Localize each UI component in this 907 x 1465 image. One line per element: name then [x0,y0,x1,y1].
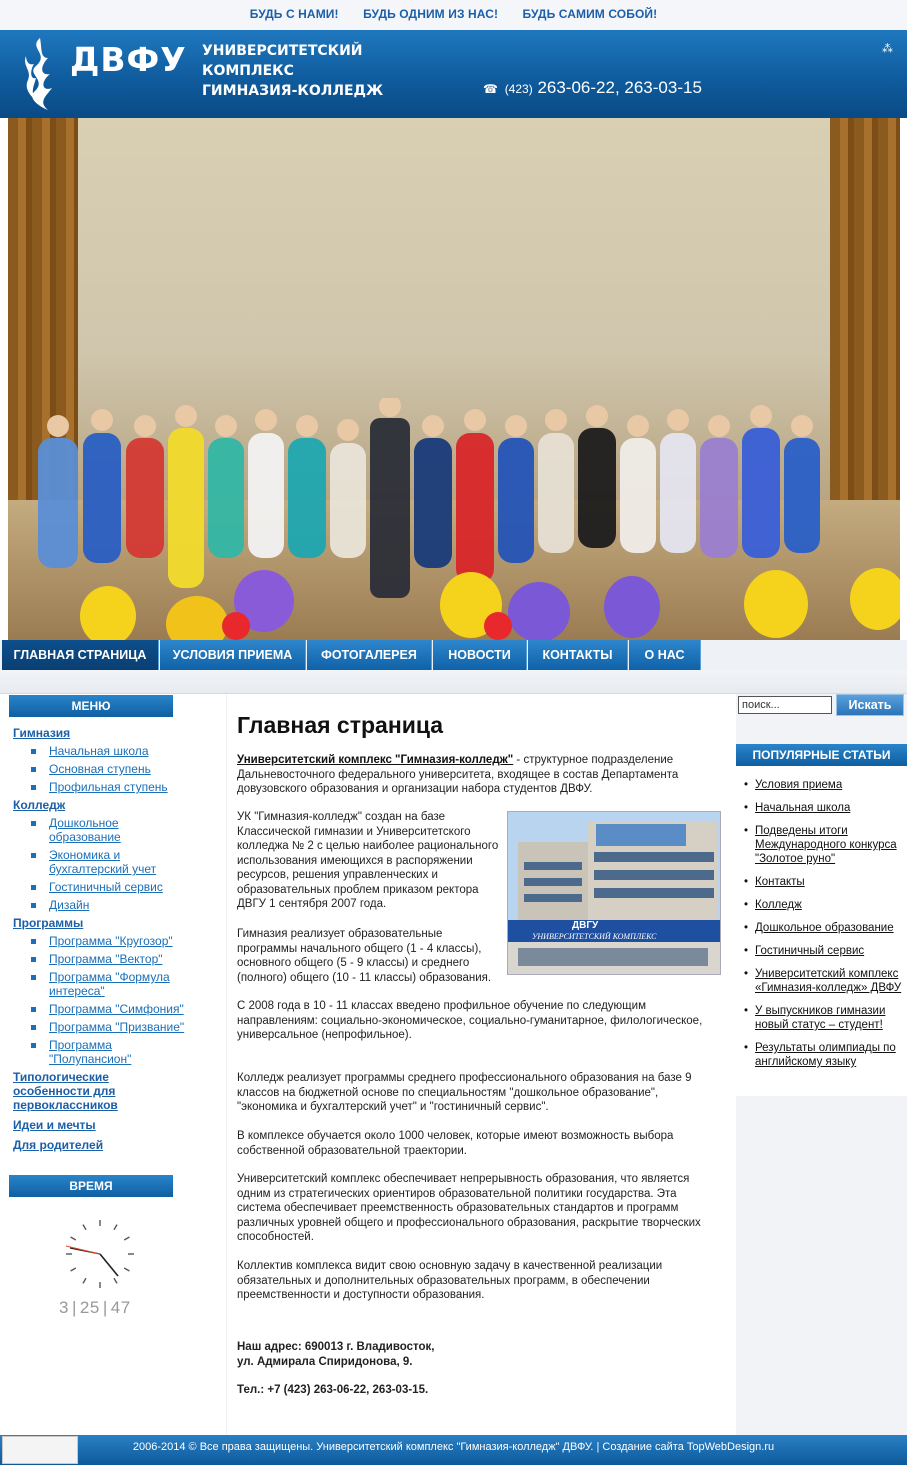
nav-tab-contacts[interactable]: КОНТАКТЫ [528,640,628,670]
popular-item[interactable]: • У выпускников гимназии новый статус – студент! [744,1004,907,1032]
dvfu-logo-icon[interactable] [18,36,60,112]
footer-text: 2006-2014 © Все права защищены. Университетский комплекс "Гимназия-колледж" ДВФУ. | Создание сайта TopWebDesign.ru [132,1441,775,1453]
hero-photo [8,118,900,640]
menu-item[interactable]: Программа "Симфония" [29,1002,218,1016]
counter-badge-icon[interactable] [2,1436,78,1464]
menu-item[interactable]: Дизайн [29,898,218,912]
menu-item[interactable]: Программа "Формула интереса" [29,970,179,998]
brand-title: ДВФУ [70,40,187,79]
menu-item[interactable]: Основная ступень [29,762,218,776]
menu-title: МЕНЮ [9,695,173,717]
time-seconds: 47 [110,1298,131,1317]
search-button[interactable]: Искать [836,694,904,716]
menu-link-first-graders[interactable]: Типологические особенности для первоклассников [13,1070,118,1112]
intro-paragraph [237,753,717,797]
menu-link-parents[interactable]: Для родителей [13,1138,104,1152]
mission-paragraph: Коллектив комплекса видит свою основную задачу в качественной реализации обязательных и дополнительных образовательных программ, в обеспечении преемственности и доступности образования. [237,1260,663,1301]
left-menu [13,722,218,1152]
brand-subtitle [202,41,383,101]
time-minutes: 25 [79,1298,100,1317]
complex-link[interactable]: Университетский комплекс "Гимназия-колледж" [237,754,514,766]
building-illustration [508,812,721,975]
main-content [226,694,736,1435]
balloon [80,586,136,640]
subtitle-line-2: КОМПЛЕКС [202,63,294,79]
slogan-link-2[interactable]: БУДЬ ОДНИМ ИЗ НАС! [363,7,499,21]
balloon [850,568,900,630]
time-readout: 3 | 25 | 47 [59,1298,131,1317]
slogan-link-3[interactable]: БУДЬ САМИМ СОБОЙ! [522,7,658,21]
menu-item[interactable]: Гостиничный сервис [29,880,218,894]
continuity-paragraph: Университетский комплекс обеспечивает непрерывность образования, что является одним из стратегических ориентиров образовательной политики государства. Эта система обеспечивает преемственность образовательных стандартов и программ различных уровней общего и профессионального образования, раскрытие творческих способностей. [237,1173,701,1243]
menu-programs-list [29,934,218,1066]
menu-college-list [29,816,218,912]
nav-tab-about[interactable]: О НАС [629,640,701,670]
building-caption: УНИВЕРСИТЕТСКИЙ КОМПЛЕКС [532,932,657,941]
menu-link-ideas[interactable]: Идеи и мечты [13,1118,96,1132]
balloon [508,582,570,640]
subtitle-line-3: ГИМНАЗИЯ-КОЛЛЕДЖ [202,83,384,99]
popular-item[interactable]: • Подведены итоги Международного конкурса "Золотое руно" [744,824,907,866]
students-paragraph: В комплексе обучается около 1000 человек, которые имеют возможность выбора собственной образовательной траектории. [237,1130,674,1157]
menu-item[interactable]: Экономика и бухгалтерский учет [29,848,169,876]
address-line-2: ул. Адмирала Спиридонова, 9. [237,1355,413,1368]
popular-item[interactable]: • Контакты [744,875,907,889]
popular-item[interactable]: • Колледж [744,898,907,912]
popular-title: ПОПУЛЯРНЫЕ СТАТЬИ [736,744,907,766]
balloon [484,612,512,640]
menu-item[interactable]: Программа "Полупансион" [29,1038,139,1066]
building-sign: ДВГУ [572,920,599,931]
site-header [0,30,907,118]
contact-phone: Тел.: +7 (423) 263-06-22, 263-03-15. [237,1384,429,1396]
balloon [222,612,250,640]
time-title: ВРЕМЯ [9,1175,173,1197]
intro-text: - структурное подразделение Дальневосточного федерального университета, входящее в состав Департамента довузовского образования и организации набора студентов ДВФУ. [237,754,679,795]
slogan-link-1[interactable]: БУДЬ С НАМИ! [249,7,339,21]
programs-paragraph: Гимназия реализует образовательные программы начального общего (1 - 4 классы), основного общего (5 - 9 классы) и среднего (полного) общего (10 - 11 классы) образования. [237,928,492,984]
menu-item[interactable]: Начальная школа [29,744,218,758]
balloon [604,576,660,638]
nav-tab-home[interactable]: ГЛАВНАЯ СТРАНИЦА [2,640,159,670]
time-hours: 3 [59,1298,69,1317]
site-footer [0,1435,907,1465]
college-paragraph: Колледж реализует программы среднего профессионального образования на базе 9 классов на бюджетной основе по специальностям "дошкольное образование", "экономика и бухгалтерский учет" и "гостиничный сервис". [237,1072,692,1113]
menu-item[interactable]: Профильная ступень [29,780,218,794]
clock-icon [64,1218,136,1290]
menu-section-programs[interactable]: Программы [13,916,84,930]
menu-item[interactable]: Программа "Призвание" [29,1020,218,1034]
popular-item[interactable]: • Результаты олимпиады по английскому языку [744,1041,907,1069]
top-slogan-bar [0,0,907,30]
address-block [237,1340,717,1369]
menu-section-college[interactable]: Колледж [13,798,66,812]
sitemap-icon[interactable]: ⁂ [882,43,893,55]
history-paragraph: УК "Гимназия-колледж" создан на базе Классической гимназии и Университетского колледжа № 2 с целью наиболее рационального использования имеющихся в распоряжении ресурсов, решения управленческих и образовательных проблем приказом ректора ДВГУ 1 сентября 2007 года. [237,811,499,910]
search-input[interactable] [738,696,832,714]
phone-code: (423) [504,82,533,96]
right-sidebar [736,694,907,1435]
page-title: Главная страница [237,712,444,738]
phone-icon: ☎ [483,82,498,96]
phone-numbers: 263-06-22, 263-03-15 [537,78,702,97]
menu-item[interactable]: Программа "Кругозор" [29,934,218,948]
menu-section-gymnasium[interactable]: Гимназия [13,726,71,740]
menu-gymnasium-list [29,744,218,794]
popular-item[interactable]: • Начальная школа [744,801,907,815]
popular-item[interactable]: • Университетский комплекс «Гимназия-колледж» ДВФУ [744,967,907,995]
building-photo [507,811,721,975]
menu-item[interactable]: Программа "Вектор" [29,952,218,966]
nav-tab-gallery[interactable]: ФОТОГАЛЕРЕЯ [307,640,432,670]
profile-paragraph: С 2008 года в 10 - 11 классах введено профильное обучение по следующим направлениям: социально-экономическое, социально-гуманитарное, филологическое, универсальное (непрофильное). [237,1000,703,1041]
address-line-1: Наш адрес: 690013 г. Владивосток, [237,1341,435,1353]
balloon [744,570,808,638]
nav-tab-admission[interactable]: УСЛОВИЯ ПРИЕМА [160,640,306,670]
popular-item[interactable]: • Гостиничный сервис [744,944,907,958]
menu-item[interactable]: Дошкольное образование [29,816,139,844]
popular-item[interactable]: • Дошкольное образование [744,921,907,935]
header-phone [483,78,702,98]
main-nav [0,640,907,670]
nav-underline-stripe [0,670,907,694]
nav-tab-news[interactable]: НОВОСТИ [433,640,527,670]
popular-item[interactable]: • Условия приема [744,778,907,792]
left-sidebar [0,694,226,1435]
popular-list [744,778,907,1078]
subtitle-line-1: УНИВЕРСИТЕТСКИЙ [202,43,363,59]
